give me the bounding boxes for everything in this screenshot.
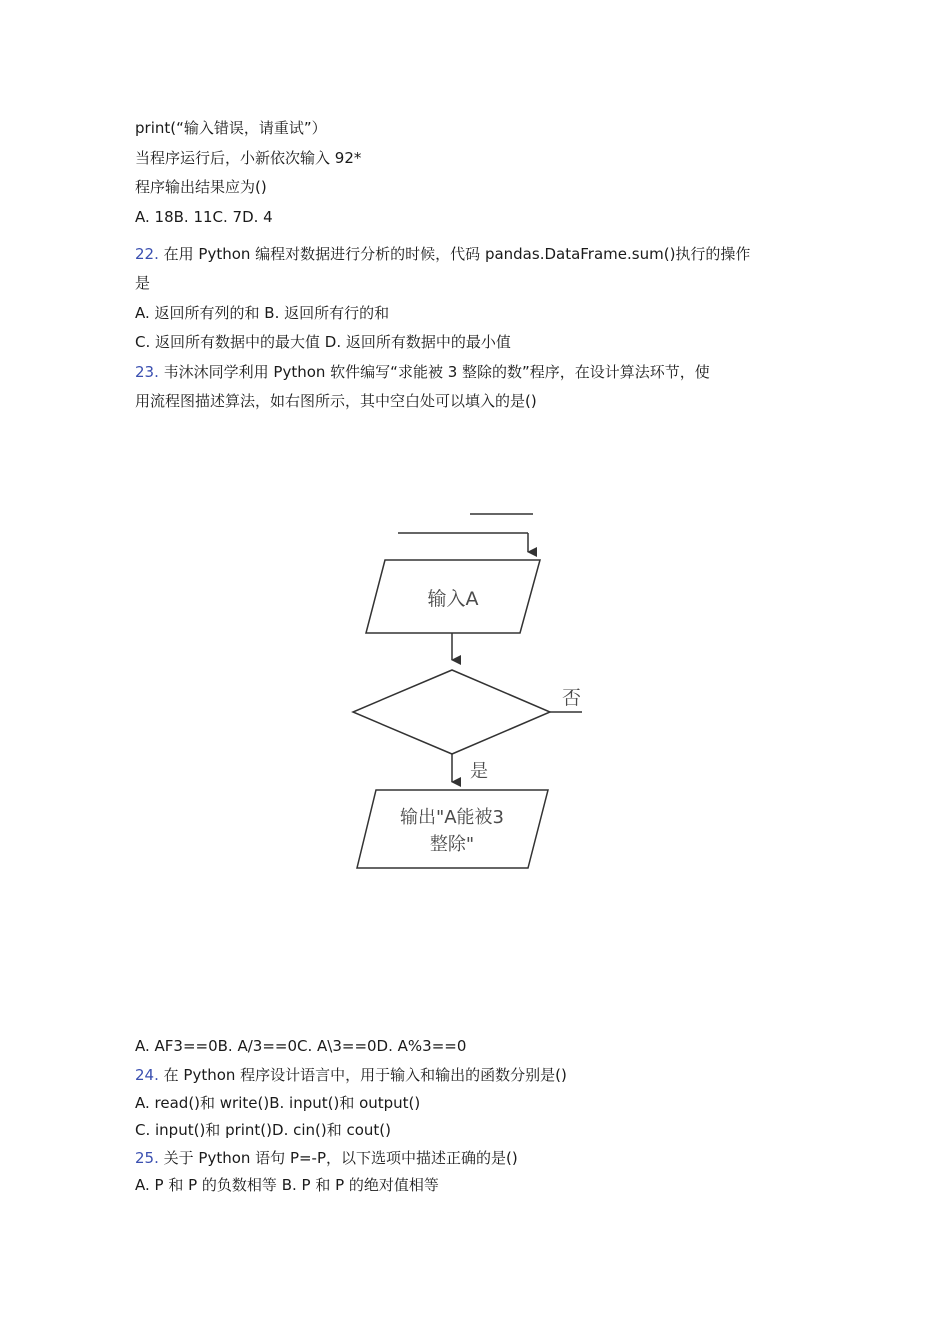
- question-22-options-ab: A. 返回所有列的和 B. 返回所有行的和: [135, 304, 390, 322]
- flow-no-label: 否: [562, 687, 582, 709]
- question-23-continuation: 用流程图描述算法，如右图所示，其中空白处可以填入的是(): [135, 392, 537, 410]
- question-25-options-ab: A. P 和 P 的负数相等 B. P 和 P 的绝对值相等: [135, 1176, 439, 1194]
- question-24: [135, 1065, 567, 1085]
- question-number: 23.: [135, 363, 159, 381]
- flow-output-label-line1: 输出"A能被3: [399, 807, 505, 828]
- question-24-options-cd: C. input()和 print()D. cin()和 cout(): [135, 1121, 392, 1139]
- flowchart: [330, 500, 610, 885]
- question-text: 关于 Python 语句 P=-P，以下选项中描述正确的是(): [163, 1149, 518, 1167]
- question-number: 24.: [135, 1066, 159, 1084]
- question-21-options: A. 18B. 11C. 7D. 4: [135, 208, 273, 226]
- question-22: [135, 244, 750, 264]
- flow-yes-label: 是: [470, 761, 488, 782]
- flow-decision-diamond: [353, 670, 550, 754]
- flow-output-label-line2: 整除": [429, 834, 475, 855]
- question-text: 在 Python 程序设计语言中，用于输入和输出的函数分别是(): [163, 1066, 567, 1084]
- question-23-options: A. AF3==0B. A/3==0C. A\3==0D. A%3==0: [135, 1037, 467, 1055]
- code-line-print: print(“输入错误，请重试”）: [135, 119, 327, 137]
- question-number: 22.: [135, 245, 159, 263]
- text-line-output-question: 程序输出结果应为(): [135, 178, 267, 196]
- question-22-options-cd: C. 返回所有数据中的最大值 D. 返回所有数据中的最小值: [135, 333, 511, 351]
- question-23: [135, 362, 710, 382]
- question-text: 在用 Python 编程对数据进行分析的时候，代码 pandas.DataFrame.sum()执行的操作: [163, 245, 751, 263]
- text-line-input: 当程序运行后，小新依次输入 92*: [135, 149, 362, 167]
- flow-output-box: [357, 790, 548, 868]
- question-25: [135, 1148, 518, 1168]
- flow-input-label: 输入A: [427, 588, 479, 610]
- question-number: 25.: [135, 1149, 159, 1167]
- question-22-continuation: 是: [135, 274, 151, 292]
- question-text: 韦沐沐同学利用 Python 软件编写“求能被 3 整除的数”程序，在设计算法环节，使: [163, 363, 710, 381]
- question-24-options-ab: A. read()和 write()B. input()和 output(): [135, 1094, 421, 1112]
